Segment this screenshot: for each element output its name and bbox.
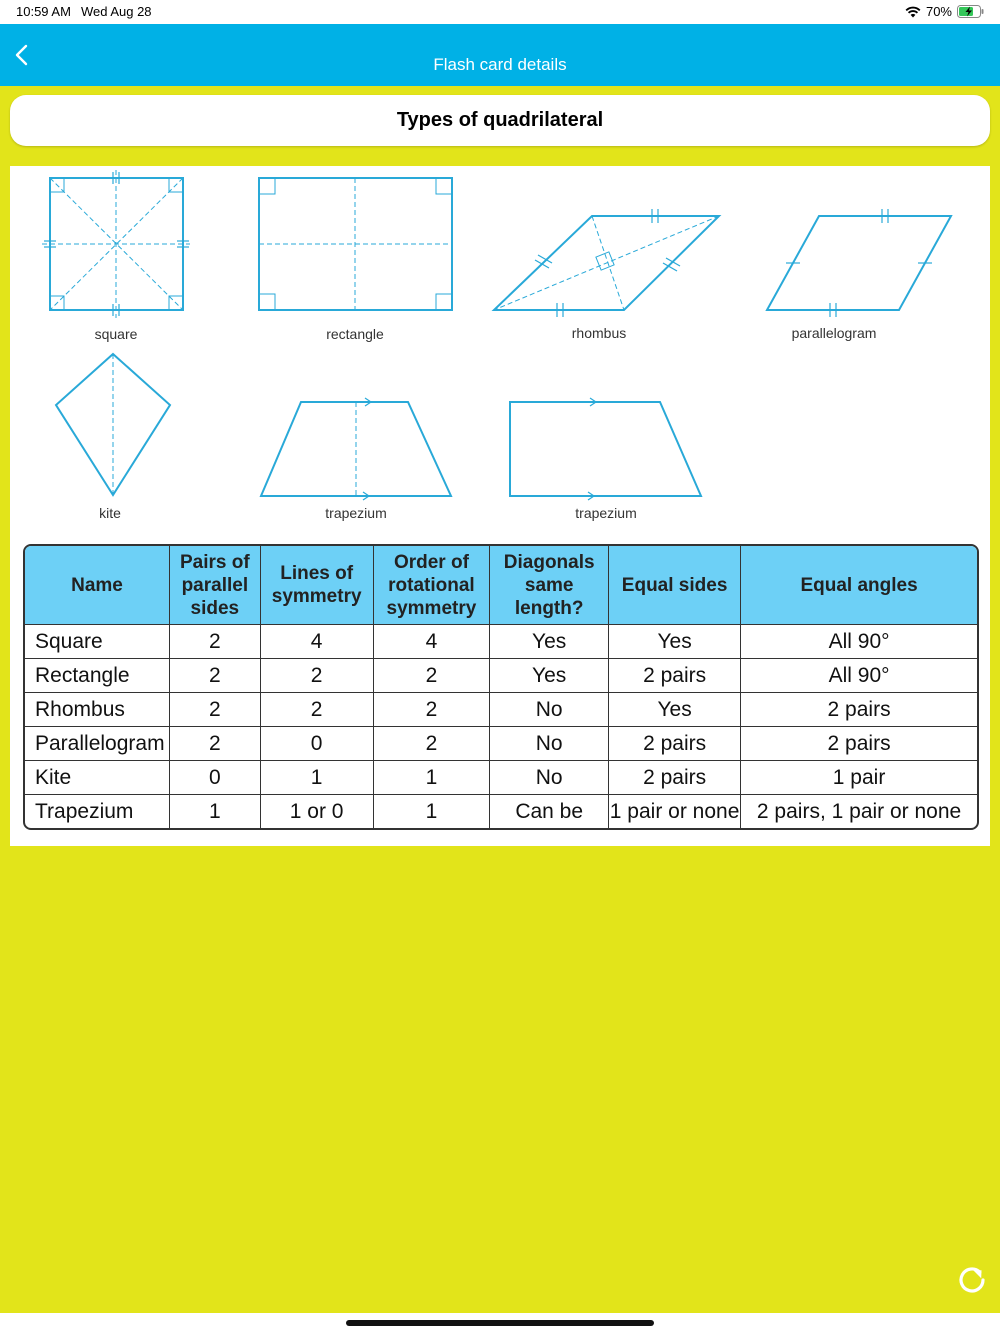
cell-lines-of-symmetry: 4 xyxy=(261,625,374,659)
table-row xyxy=(25,693,977,727)
status-left xyxy=(16,4,162,19)
trapezium-shape-2 xyxy=(510,398,701,500)
cell-equal-angles: 2 pairs xyxy=(741,727,977,761)
cell-lines-of-symmetry: 1 xyxy=(261,761,374,795)
header-rotational-symmetry: Order of rotational symmetry xyxy=(374,546,491,625)
refresh-icon xyxy=(952,1260,992,1300)
cell-equal-angles: All 90° xyxy=(741,659,977,693)
shape-label-kite: kite xyxy=(99,505,121,521)
table-row xyxy=(25,761,977,795)
cell-parallel-sides: 2 xyxy=(170,625,261,659)
cell-rotational-symmetry: 4 xyxy=(374,625,491,659)
shape-label-trapezium-2: trapezium xyxy=(575,505,637,521)
table-row xyxy=(25,727,977,761)
cell-equal-angles: All 90° xyxy=(741,625,977,659)
cell-equal-angles: 1 pair xyxy=(741,761,977,795)
cell-parallel-sides: 2 xyxy=(170,693,261,727)
cell-diagonals: No xyxy=(490,727,609,761)
battery-percent: 70% xyxy=(925,4,952,19)
status-date: Wed Aug 28 xyxy=(80,4,152,19)
cell-equal-sides: Yes xyxy=(609,625,741,659)
header-diagonals: Diagonals same length? xyxy=(490,546,609,625)
cell-rotational-symmetry: 1 xyxy=(374,795,491,828)
table-header-row xyxy=(25,546,977,625)
status-time: 10:59 AM xyxy=(16,4,71,19)
cell-diagonals: No xyxy=(490,693,609,727)
status-right xyxy=(905,4,984,19)
flash-card-image xyxy=(10,166,990,846)
shape-label-trapezium-1: trapezium xyxy=(325,505,387,521)
cell-lines-of-symmetry: 2 xyxy=(261,659,374,693)
square-shape xyxy=(42,170,190,318)
flash-card-title: Types of quadrilateral xyxy=(10,95,990,146)
table-row xyxy=(25,795,977,828)
cell-name: Rhombus xyxy=(25,693,170,727)
cell-parallel-sides: 1 xyxy=(170,795,261,828)
header-equal-angles: Equal angles xyxy=(741,546,977,625)
rhombus-shape xyxy=(494,209,719,317)
shape-label-rhombus: rhombus xyxy=(571,325,627,341)
rectangle-shape xyxy=(259,178,452,310)
header-parallel-sides: Pairs of parallel sides xyxy=(170,546,261,625)
kite-shape xyxy=(56,354,170,495)
cell-rotational-symmetry: 2 xyxy=(374,659,491,693)
cell-name: Trapezium xyxy=(25,795,170,828)
cell-equal-sides: 1 pair or none xyxy=(609,795,741,828)
header-name: Name xyxy=(25,546,170,625)
trapezium-shape-1 xyxy=(261,398,451,500)
home-indicator[interactable] xyxy=(346,1320,654,1326)
cell-diagonals: Yes xyxy=(490,659,609,693)
nav-bar xyxy=(0,24,1000,86)
cell-rotational-symmetry: 2 xyxy=(374,693,491,727)
header-lines-of-symmetry: Lines of symmetry xyxy=(261,546,374,625)
cell-diagonals: No xyxy=(490,761,609,795)
cell-equal-sides: 2 pairs xyxy=(609,659,741,693)
cell-parallel-sides: 2 xyxy=(170,727,261,761)
cell-name: Kite xyxy=(25,761,170,795)
shape-label-rectangle: rectangle xyxy=(326,326,384,342)
cell-name: Parallelogram xyxy=(25,727,170,761)
cell-equal-sides: 2 pairs xyxy=(609,761,741,795)
cell-equal-angles: 2 pairs xyxy=(741,693,977,727)
cell-name: Square xyxy=(25,625,170,659)
cell-parallel-sides: 2 xyxy=(170,659,261,693)
wifi-icon xyxy=(905,6,921,18)
cell-rotational-symmetry: 1 xyxy=(374,761,491,795)
refresh-button[interactable] xyxy=(952,1260,992,1300)
cell-lines-of-symmetry: 2 xyxy=(261,693,374,727)
cell-rotational-symmetry: 2 xyxy=(374,727,491,761)
cell-equal-angles: 2 pairs, 1 pair or none xyxy=(756,799,962,823)
table-row xyxy=(25,659,977,693)
nav-title: Flash card details xyxy=(433,55,567,74)
parallelogram-shape xyxy=(767,209,951,317)
table-row xyxy=(25,625,977,659)
cell-parallel-sides: 0 xyxy=(170,761,261,795)
cell-name: Rectangle xyxy=(25,659,170,693)
cell-lines-of-symmetry: 1 or 0 xyxy=(261,795,374,828)
cell-equal-sides: Yes xyxy=(609,693,741,727)
cell-diagonals: Yes xyxy=(490,625,609,659)
cell-lines-of-symmetry: 0 xyxy=(261,727,374,761)
header-equal-sides: Equal sides xyxy=(609,546,741,625)
status-bar xyxy=(0,0,1000,24)
shape-label-square: square xyxy=(94,326,138,342)
shape-label-parallelogram: parallelogram xyxy=(791,325,877,341)
battery-charging-icon xyxy=(957,5,984,18)
quadrilateral-table xyxy=(23,544,979,830)
cell-equal-sides: 2 pairs xyxy=(609,727,741,761)
shapes-diagram xyxy=(10,166,990,536)
cell-diagonals: Can be xyxy=(490,795,609,828)
